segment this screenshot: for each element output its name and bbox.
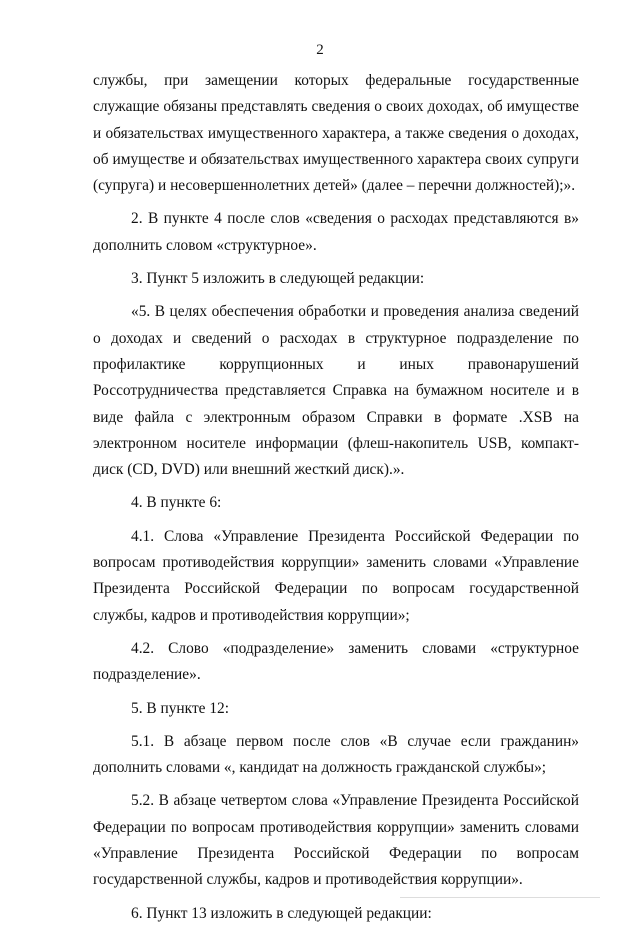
paragraph-item-4-2: 4.2. Слово «подразделение» заменить словами «структурное подразделение». xyxy=(93,639,579,684)
paragraph-item-4-1: 4.1. Слова «Управление Президента Российской Федерации по вопросам противодействия коррупции» заменить словами «Управление Президента Российской Федерации по вопросам государственной службы, кадров и противодействия коррупции»; xyxy=(93,527,579,624)
paragraph-item-4: 4. В пункте 6: xyxy=(131,494,222,512)
document-body xyxy=(93,68,579,927)
paragraph-item-5-1: 5.1. В абзаце первом после слов «В случае если гражданин» дополнить словами «, кандидат на должность гражданской службы»; xyxy=(93,732,579,777)
paragraph-item-2: 2. В пункте 4 после слов «сведения о расходах представляются в» дополнить словом «структурное». xyxy=(93,210,579,254)
scan-edge-line xyxy=(400,897,600,898)
paragraph-item-3-text: «5. В целях обеспечения обработки и проведения анализа сведений о доходах и сведений о расходах в структурное подразделение по профилактике коррупционных и иных правонарушений Россотрудничества представляется Справка на бумажном носителе и в виде файла с электронным образом Справки в формате .XSB на электронном носителе информации (флеш-накопитель USB, компакт-диск (CD, DVD) или внешний жесткий диск).». xyxy=(93,303,579,479)
paragraph-item-5: 5. В пункте 12: xyxy=(131,699,230,717)
paragraph-continuation: службы, при замещении которых федеральные государственные служащие обязаны представлять сведения о своих доходах, об имуществе и обязательствах имущественного характера, а также сведения о доходах, об имуществе и обязательствах имущественного характера своих супруги (супруга) и несовершеннолетних детей» (далее – перечни должностей);». xyxy=(93,72,579,195)
page-number: 2 xyxy=(316,42,324,58)
paragraph-item-5-2: 5.2. В абзаце четвертом слова «Управление Президента Российской Федерации по вопросам противодействия коррупции» заменить словами «Управление Президента Российской Федерации по вопросам государственной службы, кадров и противодействия коррупции». xyxy=(93,792,579,889)
paragraph-item-6: 6. Пункт 13 изложить в следующей редакции: xyxy=(131,904,432,922)
paragraph-item-3: 3. Пункт 5 изложить в следующей редакции: xyxy=(131,270,425,288)
